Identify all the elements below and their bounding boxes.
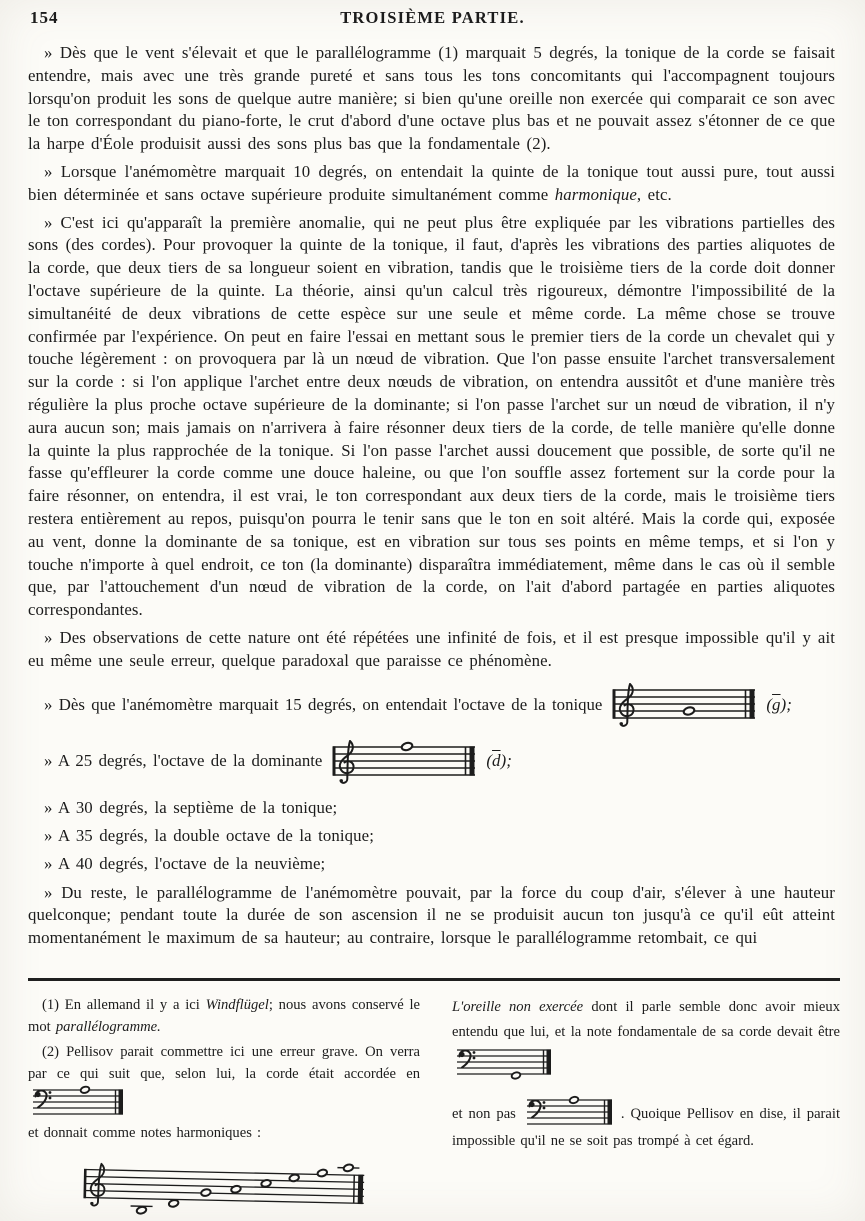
bass-staff-accordee-icon <box>30 1085 130 1119</box>
note-label-d: $(\overline{d})$; <box>486 750 512 770</box>
body-paragraph-2 <box>28 161 835 207</box>
italic-term: parallélogramme. <box>55 1018 161 1035</box>
italic-term: L'oreille non exercée <box>452 999 584 1015</box>
bass-staff-not-this-icon <box>524 1095 619 1129</box>
footnote-right-column <box>452 995 840 1221</box>
main-text-block <box>0 38 865 955</box>
footnote-left-column <box>28 995 420 1221</box>
paragraph-text: , etc. <box>636 184 672 204</box>
footnote-right-1: L'oreille non exercée dont il parle semble donc avoir mieux entendu que lui, et la note fondamentale de sa corde devait être <box>452 995 840 1081</box>
degree-line-40: » A 40 degrés, l'octave de la neuvième; <box>44 853 326 873</box>
footnote-1: (1) En allemand il y a ici Windflügel; nous avons conservé le mot parallélogramme. <box>28 997 420 1035</box>
note-label-g: $(\overline{g})$; <box>766 694 792 714</box>
treble-staff-octave-dominante-icon <box>329 737 479 785</box>
body-paragraph-4: » Des observations de cette nature ont été répétées une infinité de fois, et il est presque impossible qu'il y ait eu même une seule erreur, quelque paradoxal que paraisse ce phénomène. <box>28 627 835 670</box>
degree-line-35: » A 35 degrés, la double octave de la tonique; <box>44 825 374 845</box>
paragraph-text: » A 25 degrés, l'octave de la dominante <box>44 750 323 770</box>
harmonic-series-staff <box>79 1149 420 1221</box>
bass-staff-fundamental-icon <box>454 1045 559 1081</box>
degree-list <box>28 794 835 878</box>
footnote-section <box>28 978 840 1221</box>
treble-staff-harmonics-icon <box>79 1149 372 1221</box>
anemometer-25-degrees-line <box>28 737 835 785</box>
footnote-2: (2) Pellisov parait commettre ici une erreur grave. On verra par ce qui suit que, selon lui, la corde était accordée en <box>28 1042 420 1119</box>
page-number: 154 <box>30 8 59 27</box>
body-paragraph-1: » Dès que le vent s'élevait et que le parallélogramme (1) marquait 5 degrés, la tonique de la corde se faisait entendre, mais avec une très grande pureté et sans tous les tons concomitants qui l'accompagnent toujours lorsqu'on produit les sons de quelque autre manière; si bien qu'une oreille non exercée qui comparait ce son avec le ton correspondant du piano-forte, le crut d'abord d'une octave plus bas et ne pouvait assez s'étonner de ce que la harpe d'Éole produisit aussi des sons plus bas que la fondamentale (2). <box>28 43 835 154</box>
footnote-right-2: et non pas . Quoique Pellisov en dise, il parait impossible qu'il ne se soit pas trompé à cet égard. <box>452 1095 840 1154</box>
anemometer-15-degrees-line <box>28 682 835 728</box>
italic-term: harmonique <box>554 184 637 204</box>
running-title: TROISIÈME PARTIE. <box>340 8 525 27</box>
degree-line-30: » A 30 degrés, la septième de la tonique; <box>44 797 338 817</box>
italic-term: Windflügel <box>205 997 269 1013</box>
paragraph-text: » Dès que l'anémomètre marquait 15 degrés, on entendait l'octave de la tonique <box>44 694 603 714</box>
footnote-divider <box>28 978 840 981</box>
page-header <box>0 0 865 38</box>
body-paragraph-last: » Du reste, le parallélogramme de l'anémomètre pouvait, par la force du coup d'air, s'élever à une hauteur quelconque; pendant toute la durée de son ascension il ne se produisit aucun ton jusqu'à ce qu'il eût atteint momentanément le maximum de sa hauteur; au contraire, lorsque le parallélogramme retombait, ce qui <box>28 882 835 948</box>
footnote-2-continuation: et donnait comme notes harmoniques : <box>28 1125 262 1142</box>
paragraph-text: » Lorsque l'anémomètre marquait 10 degrés, on entendait la quinte de la tonique tout aussi pure, tout aussi bien déterminée et sans octave supérieure produite simultanément comme <box>28 161 835 204</box>
body-paragraph-3: » C'est ici qu'apparaît la première anomalie, qui ne peut plus être expliquée par les vibrations partielles des sons (des cordes). Pour provoquer la quinte de la tonique, il faut, d'après les vibrations des parties aliquotes de la corde, que deux tiers de sa longueur soient en vibration, tandis que le troisième tiers de la corde doit donner l'octave supérieure de la quinte. La théorie, ainsi qu'un calcul très rigoureux, démontre l'impossibilité de la simultanéité de deux vibrations de cette espèce sur une seule et même corde. La même chose se trouve confirmée par l'expérience. On peut en faire l'essai en mettant sous le premier tiers de la corde un chevalet qui y touche légèrement : on provoquera par là un nœud de vibration. Que l'on passe ensuite l'archet transversalement sur la corde : si l'on applique l'archet entre deux nœuds de vibration, on entendra aussitôt et d'une manière très régulière la plus proche octave supérieure de la dominante; si l'on passe l'archet sur un nœud de vibration, il n'y aura aucun son; mais jamais on n'arrivera à faire résonner deux tiers de la corde, de telle manière qu'elle donne la quinte la plus rapprochée de la tonique. Si l'on passe l'archet aussi doucement que possible, de sorte qu'il ne fasse qu'effleurer la corde comme une douce haleine, ou que l'on souffle assez fortement sur la corde pour la faire résonner, on entendra, il est vrai, le ton correspondant aux deux tiers de la corde, mais le troisième tiers restera entièrement au repos, puisqu'on pourra le tenir sans que le ton en soit altéré. Mais la corde qui, exposée au vent, donne la dominante de sa tonique, est en vibration sur tous ses points en même temps, et si l'on y touche n'importe à quel endroit, ce ton (la dominante) disparaîtra immédiatement, même dans le cas où il semble que, par l'attouchement d'un nœud de vibration de la corde, on l'ait d'abord partagée en parties aliquotes correspondantes. <box>28 212 835 620</box>
treble-staff-octave-tonique-icon <box>609 682 759 728</box>
